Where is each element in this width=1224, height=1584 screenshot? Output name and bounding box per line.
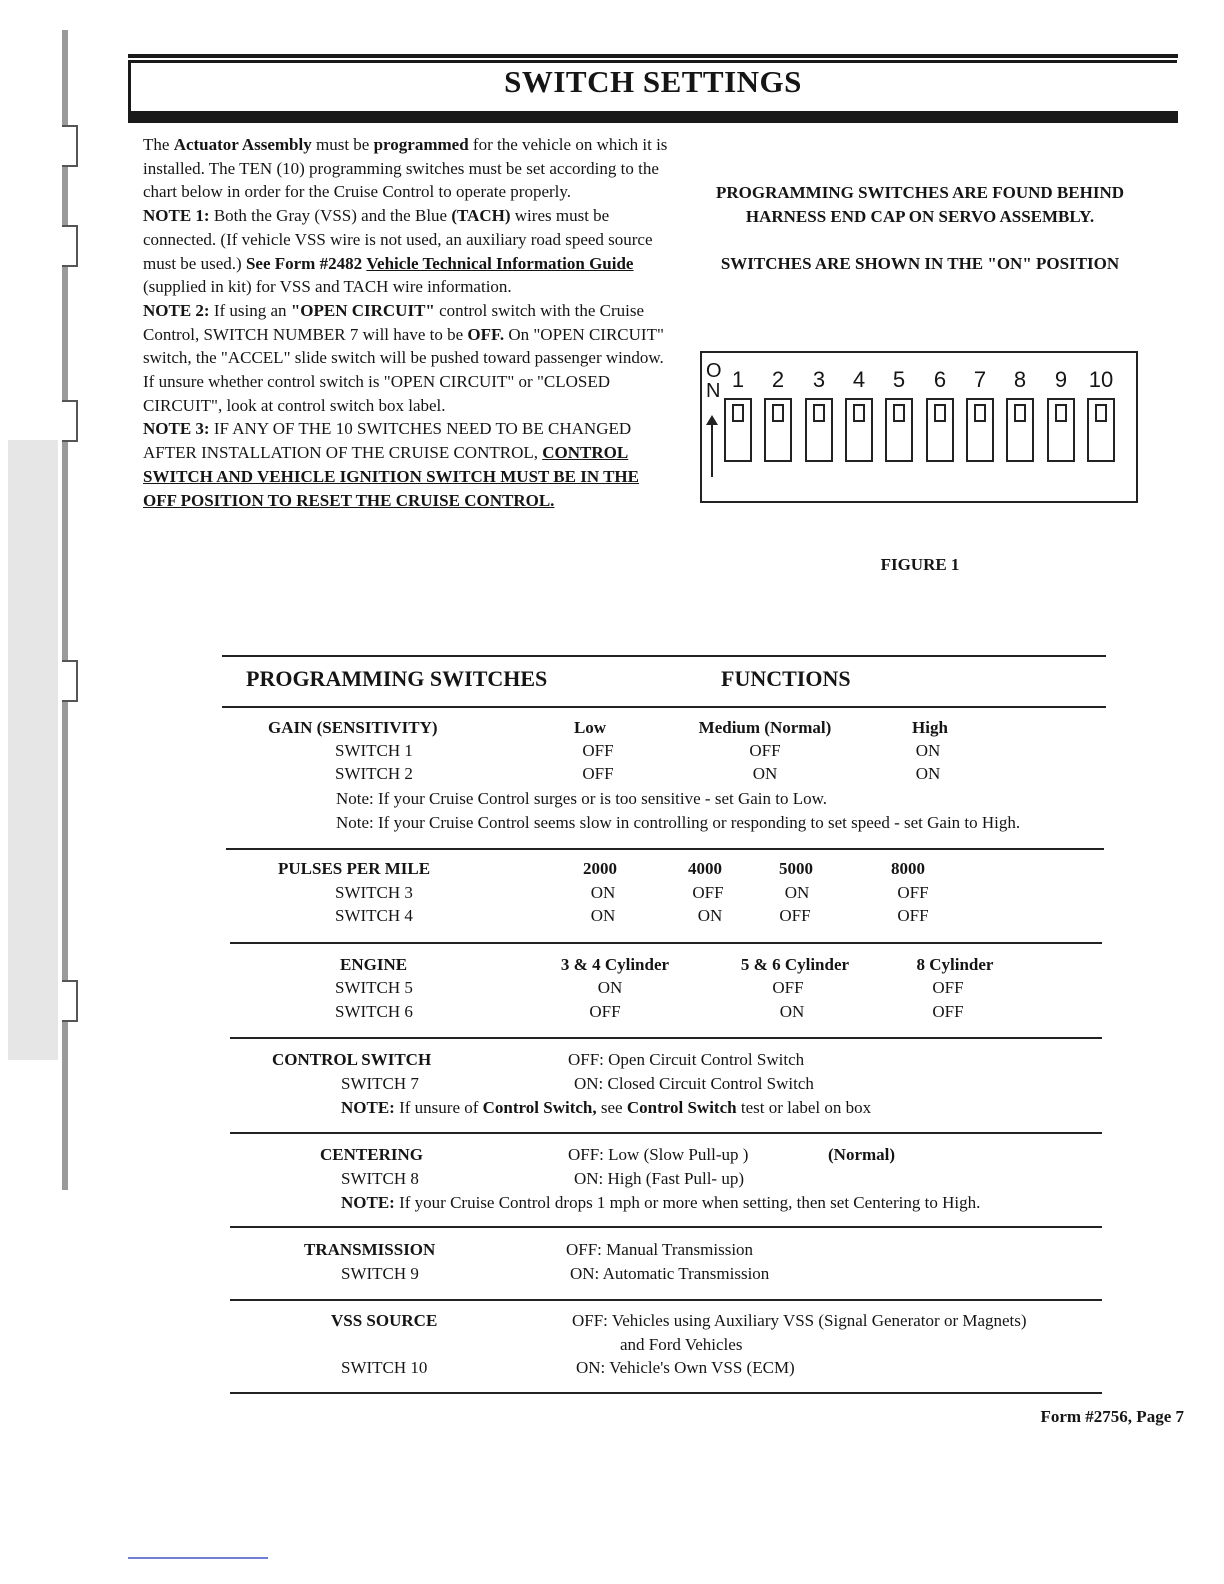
table-rule [222, 655, 1106, 657]
switch-number: 8 [1013, 367, 1027, 392]
switch-value: ON [915, 764, 941, 783]
switch-number: 1 [731, 367, 745, 392]
switch-number: 5 [892, 367, 906, 392]
figure-position-note: SWITCHES ARE SHOWN IN THE "ON" POSITION [720, 254, 1120, 273]
switch-label: SWITCH 6 [335, 1002, 413, 1021]
control-switch-note: NOTE: If unsure of Control Switch, see Control Switch test or label on box [341, 1098, 872, 1117]
switch-value: OFF [692, 883, 724, 902]
switch-label: SWITCH 8 [341, 1169, 419, 1188]
on-label: O N [706, 360, 722, 402]
note-3: NOTE 3: IF ANY OF THE 10 SWITCHES NEED TO BE CHANGED AFTER INSTALLATION OF THE CRUISE CONTROL, CONTROL SWITCH AND VEHICLE IGNITION SWITCH MUST BE IN THE OFF POSITION TO RESET THE CRUISE CONTROL. [143, 419, 639, 510]
dip-switch [724, 398, 752, 462]
gain-low-header: Low [573, 718, 607, 737]
switch-number: 4 [852, 367, 866, 392]
switch-value: ON [597, 978, 623, 997]
switch-label: SWITCH 2 [335, 764, 413, 783]
control-switch-on: ON: Closed Circuit Control Switch [574, 1074, 814, 1093]
figure-note [680, 181, 1160, 229]
table-rule [222, 706, 1106, 708]
pulses-label: PULSES PER MILE [278, 859, 431, 878]
table-rule [230, 1226, 1102, 1228]
switch-value: OFF [749, 741, 781, 760]
page-footer: Form #2756, Page 7 [1040, 1407, 1184, 1426]
switch-value: OFF [932, 1002, 964, 1021]
figure-note-line: PROGRAMMING SWITCHES ARE FOUND BEHIND [715, 183, 1125, 202]
binder-tab [62, 980, 78, 1022]
switch-value: OFF [897, 906, 929, 925]
vss-off-continued: and Ford Vehicles [620, 1335, 743, 1354]
column-header-switches: PROGRAMMING SWITCHES [246, 666, 548, 691]
transmission-label: TRANSMISSION [304, 1240, 436, 1259]
table-rule [230, 1392, 1102, 1394]
binder-tab [62, 400, 78, 442]
intro-paragraph: The Actuator Assembly must be programmed for the vehicle on which it is installed. The TEN (10) programming switches must be set according to the chart below in order for the Cruise Control to operate properly. [143, 135, 668, 202]
intro-text [143, 133, 673, 512]
dip-switch [966, 398, 994, 462]
switch-label: SWITCH 10 [341, 1358, 428, 1377]
note-1: NOTE 1: Both the Gray (VSS) and the Blue (TACH) wires must be connected. (If vehicle VSS wire is not used, an auxiliary road speed source must be used.) See Form #2482 Vehicle Technical Information Guide (supplied in kit) for VSS and TACH wire information. [143, 206, 653, 297]
dip-switch [805, 398, 833, 462]
switch-value: ON [915, 741, 941, 760]
transmission-on: ON: Automatic Transmission [570, 1264, 770, 1283]
figure-caption: FIGURE 1 [880, 555, 960, 574]
switch-value: ON [590, 906, 616, 925]
switch-value: OFF [897, 883, 929, 902]
header-bar [128, 111, 1178, 123]
switch-number: 7 [973, 367, 987, 392]
switch-number: 6 [933, 367, 947, 392]
pulses-header: 5000 [779, 859, 813, 878]
switch-value: ON [590, 883, 616, 902]
switch-value: OFF [589, 1002, 621, 1021]
dip-switch [885, 398, 913, 462]
dip-switch [1087, 398, 1115, 462]
dip-switch [845, 398, 873, 462]
note-2: NOTE 2: If using an "OPEN CIRCUIT" control switch with the Cruise Control, SWITCH NUMBER 7 will have to be OFF. On "OPEN CIRCUIT" switch, the "ACCEL" slide switch will be pushed toward passenger window. If unsure whether control switch is "OPEN CIRCUIT" or "CLOSED CIRCUIT", look at control switch box label. [143, 300, 664, 415]
dip-switch [764, 398, 792, 462]
engine-header: 3 & 4 Cylinder [560, 955, 670, 974]
switch-value: OFF [582, 741, 614, 760]
pulses-header: 8000 [891, 859, 925, 878]
table-rule [230, 1037, 1102, 1039]
engine-header: 5 & 6 Cylinder [740, 955, 850, 974]
switch-number: 2 [771, 367, 785, 392]
switch-label: SWITCH 5 [335, 978, 413, 997]
vss-label: VSS SOURCE [331, 1311, 438, 1330]
pulses-header: 2000 [583, 859, 617, 878]
binder-tab [62, 125, 78, 167]
binder-tab [62, 660, 78, 702]
switch-value: OFF [932, 978, 964, 997]
dip-switch [1006, 398, 1034, 462]
control-switch-off: OFF: Open Circuit Control Switch [568, 1050, 805, 1069]
control-switch-label: CONTROL SWITCH [272, 1050, 432, 1069]
scan-line [128, 1557, 268, 1559]
table-rule [226, 848, 1104, 850]
centering-off: OFF: Low (Slow Pull-up ) [568, 1145, 749, 1164]
dip-switch-figure [700, 351, 1138, 503]
transmission-off: OFF: Manual Transmission [566, 1240, 754, 1259]
centering-note: NOTE: If your Cruise Control drops 1 mph or more when setting, then set Centering to High. [341, 1193, 981, 1212]
switch-number: 9 [1054, 367, 1068, 392]
switch-label: SWITCH 7 [341, 1074, 419, 1093]
vss-off: OFF: Vehicles using Auxiliary VSS (Signal Generator or Magnets) [572, 1311, 1027, 1330]
binder-tab [62, 225, 78, 267]
gain-high-header: High [912, 718, 948, 737]
header-rule [128, 54, 1178, 58]
switch-label: SWITCH 1 [335, 741, 413, 760]
switch-value: ON [697, 906, 723, 925]
pulses-header: 4000 [688, 859, 722, 878]
table-rule [230, 1132, 1102, 1134]
dip-switch [926, 398, 954, 462]
vss-on: ON: Vehicle's Own VSS (ECM) [576, 1358, 795, 1377]
switch-label: SWITCH 9 [341, 1264, 419, 1283]
table-rule [230, 942, 1102, 944]
switch-number: 3 [812, 367, 826, 392]
gain-label: GAIN (SENSITIVITY) [268, 718, 438, 737]
switch-label: SWITCH 4 [335, 906, 413, 925]
column-header-functions: FUNCTIONS [721, 666, 851, 691]
centering-on: ON: High (Fast Pull- up) [574, 1169, 744, 1188]
engine-header: 8 Cylinder [916, 955, 994, 974]
page-title: SWITCH SETTINGS [504, 64, 802, 99]
switch-value: ON [784, 883, 810, 902]
scan-shadow [8, 440, 58, 1060]
switch-value: OFF [779, 906, 811, 925]
switch-value: OFF [772, 978, 804, 997]
switch-label: SWITCH 3 [335, 883, 413, 902]
switch-value: OFF [582, 764, 614, 783]
gain-note: Note: If your Cruise Control seems slow in controlling or responding to set speed - set Gain to High. [336, 813, 1021, 832]
table-rule [230, 1299, 1102, 1301]
up-arrow-icon [711, 423, 713, 477]
gain-medium-header: Medium (Normal) [698, 718, 832, 737]
dip-switch [1047, 398, 1075, 462]
figure-note-line: HARNESS END CAP ON SERVO ASSEMBLY. [745, 207, 1095, 226]
centering-label: CENTERING [320, 1145, 423, 1164]
switch-value: ON [752, 764, 778, 783]
engine-label: ENGINE [340, 955, 408, 974]
switch-number: 10 [1088, 367, 1114, 392]
gain-note: Note: If your Cruise Control surges or is too sensitive - set Gain to Low. [336, 789, 828, 808]
switch-value: ON [779, 1002, 805, 1021]
centering-normal: (Normal) [828, 1145, 896, 1164]
